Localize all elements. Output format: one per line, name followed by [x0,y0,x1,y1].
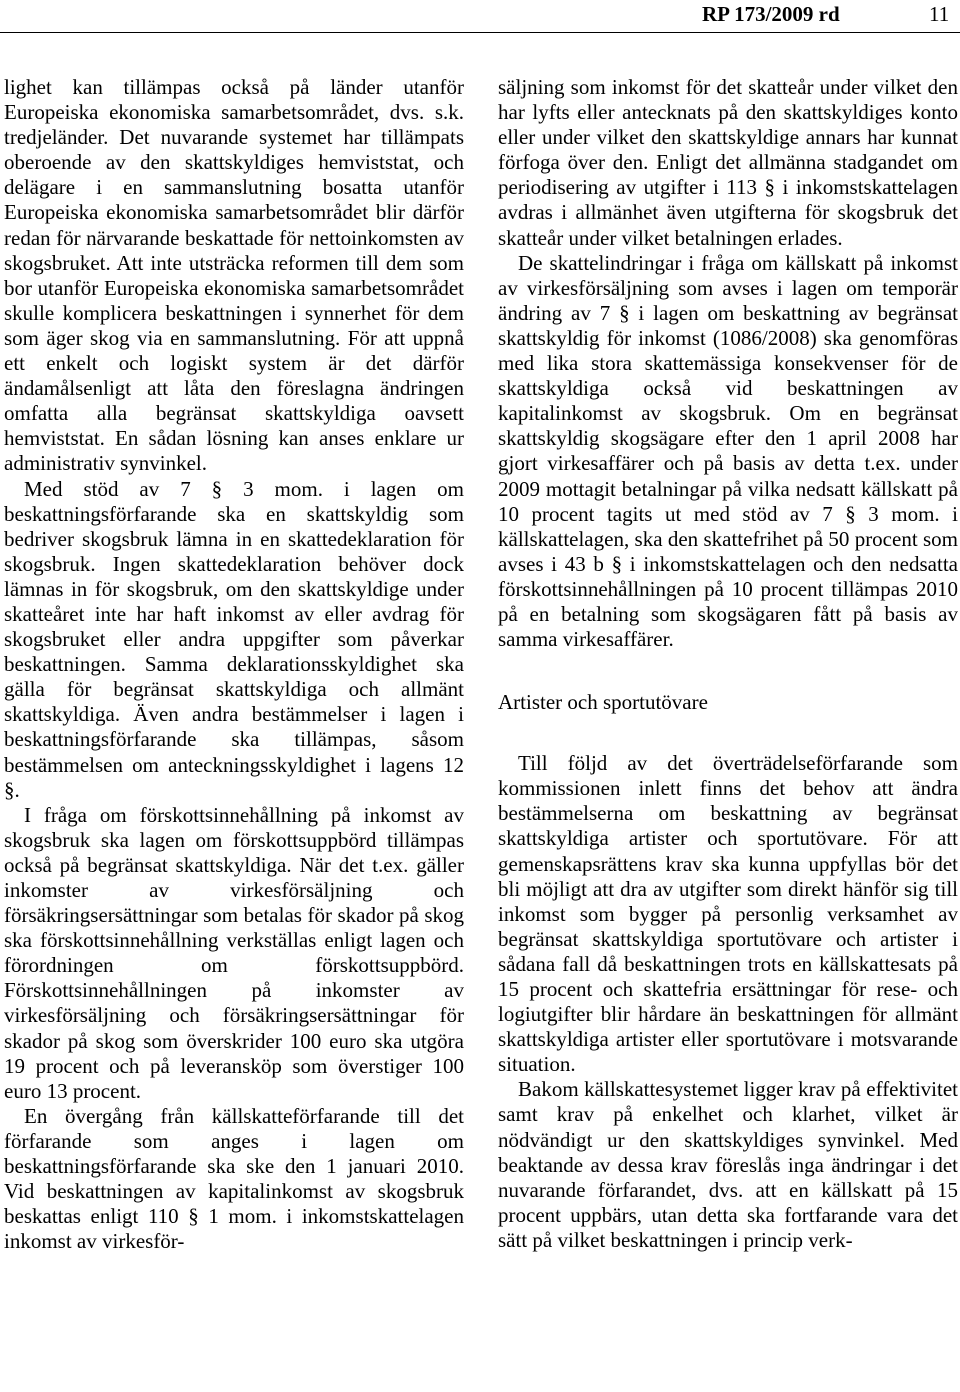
document-reference: RP 173/2009 rd [702,2,840,26]
page-number: 11 [929,2,950,26]
right-column [498,75,958,1253]
header-divider [0,32,960,33]
paragraph: I fråga om förskottsinnehållning på inkomst av skogsbruk ska lagen om förskottsuppbörd tillämpas också på begränsat skattskyldiga. När det t.ex. gäller inkomster av virkesförsäljning och försäkringsersättningar som betalas för skador på skog ska förskottsinnehållning verkställas enligt lagen och förordningen om förskottsuppbörd. Förskottsinnehållningen på inkomster av virkesförsäljning och försäkringsersättningar för skador på skog som överskrider 100 euro ska utgöra 19 procent och på leveransköp som överstiger 100 euro 13 procent. [4,802,464,1103]
paragraph: säljning som inkomst för det skatteår under vilket den har lyfts eller antecknats på den skattskyldiges konto eller under vilket den skattskyldige annars har kunnat förfoga över den. Enligt det allmänna stadgandet om periodisering av utgifter i 113 § i inkomstskattelagen avdras i allmänhet även utgifterna för skogsbruk det skatteår under vilket betalningen erlades. [498,75,958,250]
left-column [4,75,464,1254]
page-header [0,0,960,36]
paragraph: Till följd av det överträdelseförfarande som kommissionen inlett finns det behov att ändra bestämmelserna om beskattning av begränsat skattskyldiga artister och sportutövare. För att gemenskapsrättens krav ska kunna uppfyllas bör det bli möjligt att dra av utgifter som direkt hänför sig till inkomst som bygger på personlig verksamhet av begränsat skattskyldiga sportutövare och artister i sådana fall då beskattningen trots en källskattesats på 15 procent och skattefria ersättningar för rese- och logiutgifter blir hårdare än beskattningen för allmänt skattskyldiga artister eller sportutövare i motsvarande situation. [498,751,958,1077]
paragraph: En övergång från källskatteförfarande till det förfarande som anges i lagen om beskattningsförfarande ska ske den 1 januari 2010. Vid beskattningen av kapitalinkomst av skogsbruk beskattas enligt 110 § 1 mom. i inkomstskattelagen inkomst av virkesför- [4,1103,464,1254]
paragraph: Med stöd av 7 § 3 mom. i lagen om beskattningsförfarande ska en skattskyldig som bedriver skogsbruk lämna in en skattedeklaration för skogsbruk. Ingen skattedeklaration behöver dock lämnas in för skogsbruk, om den skattskyldige under skatteåret inte har haft inkomst av eller avdrag för skogsbruket eller andra uppgifter som påverkar beskattningen. Samma deklarationsskyldighet ska gälla för begränsat skattskyldiga och allmänt skattskyldiga. Även andra bestämmelser i lagen i beskattningsförfarande ska tillämpas, såsom bestämmelsen om anteckningsskyldighet i lagens 12 §. [4,476,464,802]
paragraph: Bakom källskattesystemet ligger krav på effektivitet samt krav på enkelhet och klarhet, vilket är nödvändigt ur den skattskyldiges synvinkel. Med beaktande av dessa krav föreslås inga ändringar i det nuvarande förfarandet, dvs. att en källskatt på 15 procent uppbärs, utan detta ska fortfarande vara det sätt på vilket beskattningen i princip verk- [498,1077,958,1252]
paragraph: lighet kan tillämpas också på länder utanför Europeiska ekonomiska samarbetsområdet, dvs. s.k. tredjeländer. Det nuvarande systemet har tillämpats oberoende av den skattskyldiges hemviststat, och delägare i en sammanslutning bosatta utanför Europeiska ekonomiska samarbetsområdet blir därför redan för närvarande beskattade för nettoinkomsten av skogsbruket. Att inte utsträcka reformen till dem som bor utanför Europeiska ekonomiska samarbetsområdet skulle komplicera beskattningen i synnerhet för dem som äger skog via en sammanslutning. För att uppnå ett enkelt och logiskt system är det därför ändamålsenligt att låta den föreslagna ändringen omfatta alla begränsat skattskyldiga oavsett hemviststat. En sådan lösning kan anses enklare ur administrativ synvinkel. [4,75,464,476]
paragraph: De skattelindringar i fråga om källskatt på inkomst av virkesförsäljning som avses i lagen om temporär ändring av 7 § i lagen om beskattning av begränsat skattskyldig för inkomst (1086/2008) ska genomföras med lika stora skattemässiga konsekvenser för de skattskyldiga också vid beskattningen av kapitalinkomst av skogsbruk. Om en begränsat skattskyldig skogsägare efter den 1 april 2008 har gjort virkesaffärer och på basis av detta t.ex. under 2009 mottagit betalningar på vilka nedsatt källskatt på 10 procent tagits ut med stöd av 7 § 3 mom. i källskattelagen, ska den skattefrihet på 50 procent som avses i 43 b § i inkomstskattelagen och den nedsatta förskottsinnehållningen på 10 procent tillämpas 2010 på en betalning som skogsägaren fått på basis av samma virkesaffärer. [498,250,958,652]
section-heading: Artister och sportutövare [498,690,708,715]
